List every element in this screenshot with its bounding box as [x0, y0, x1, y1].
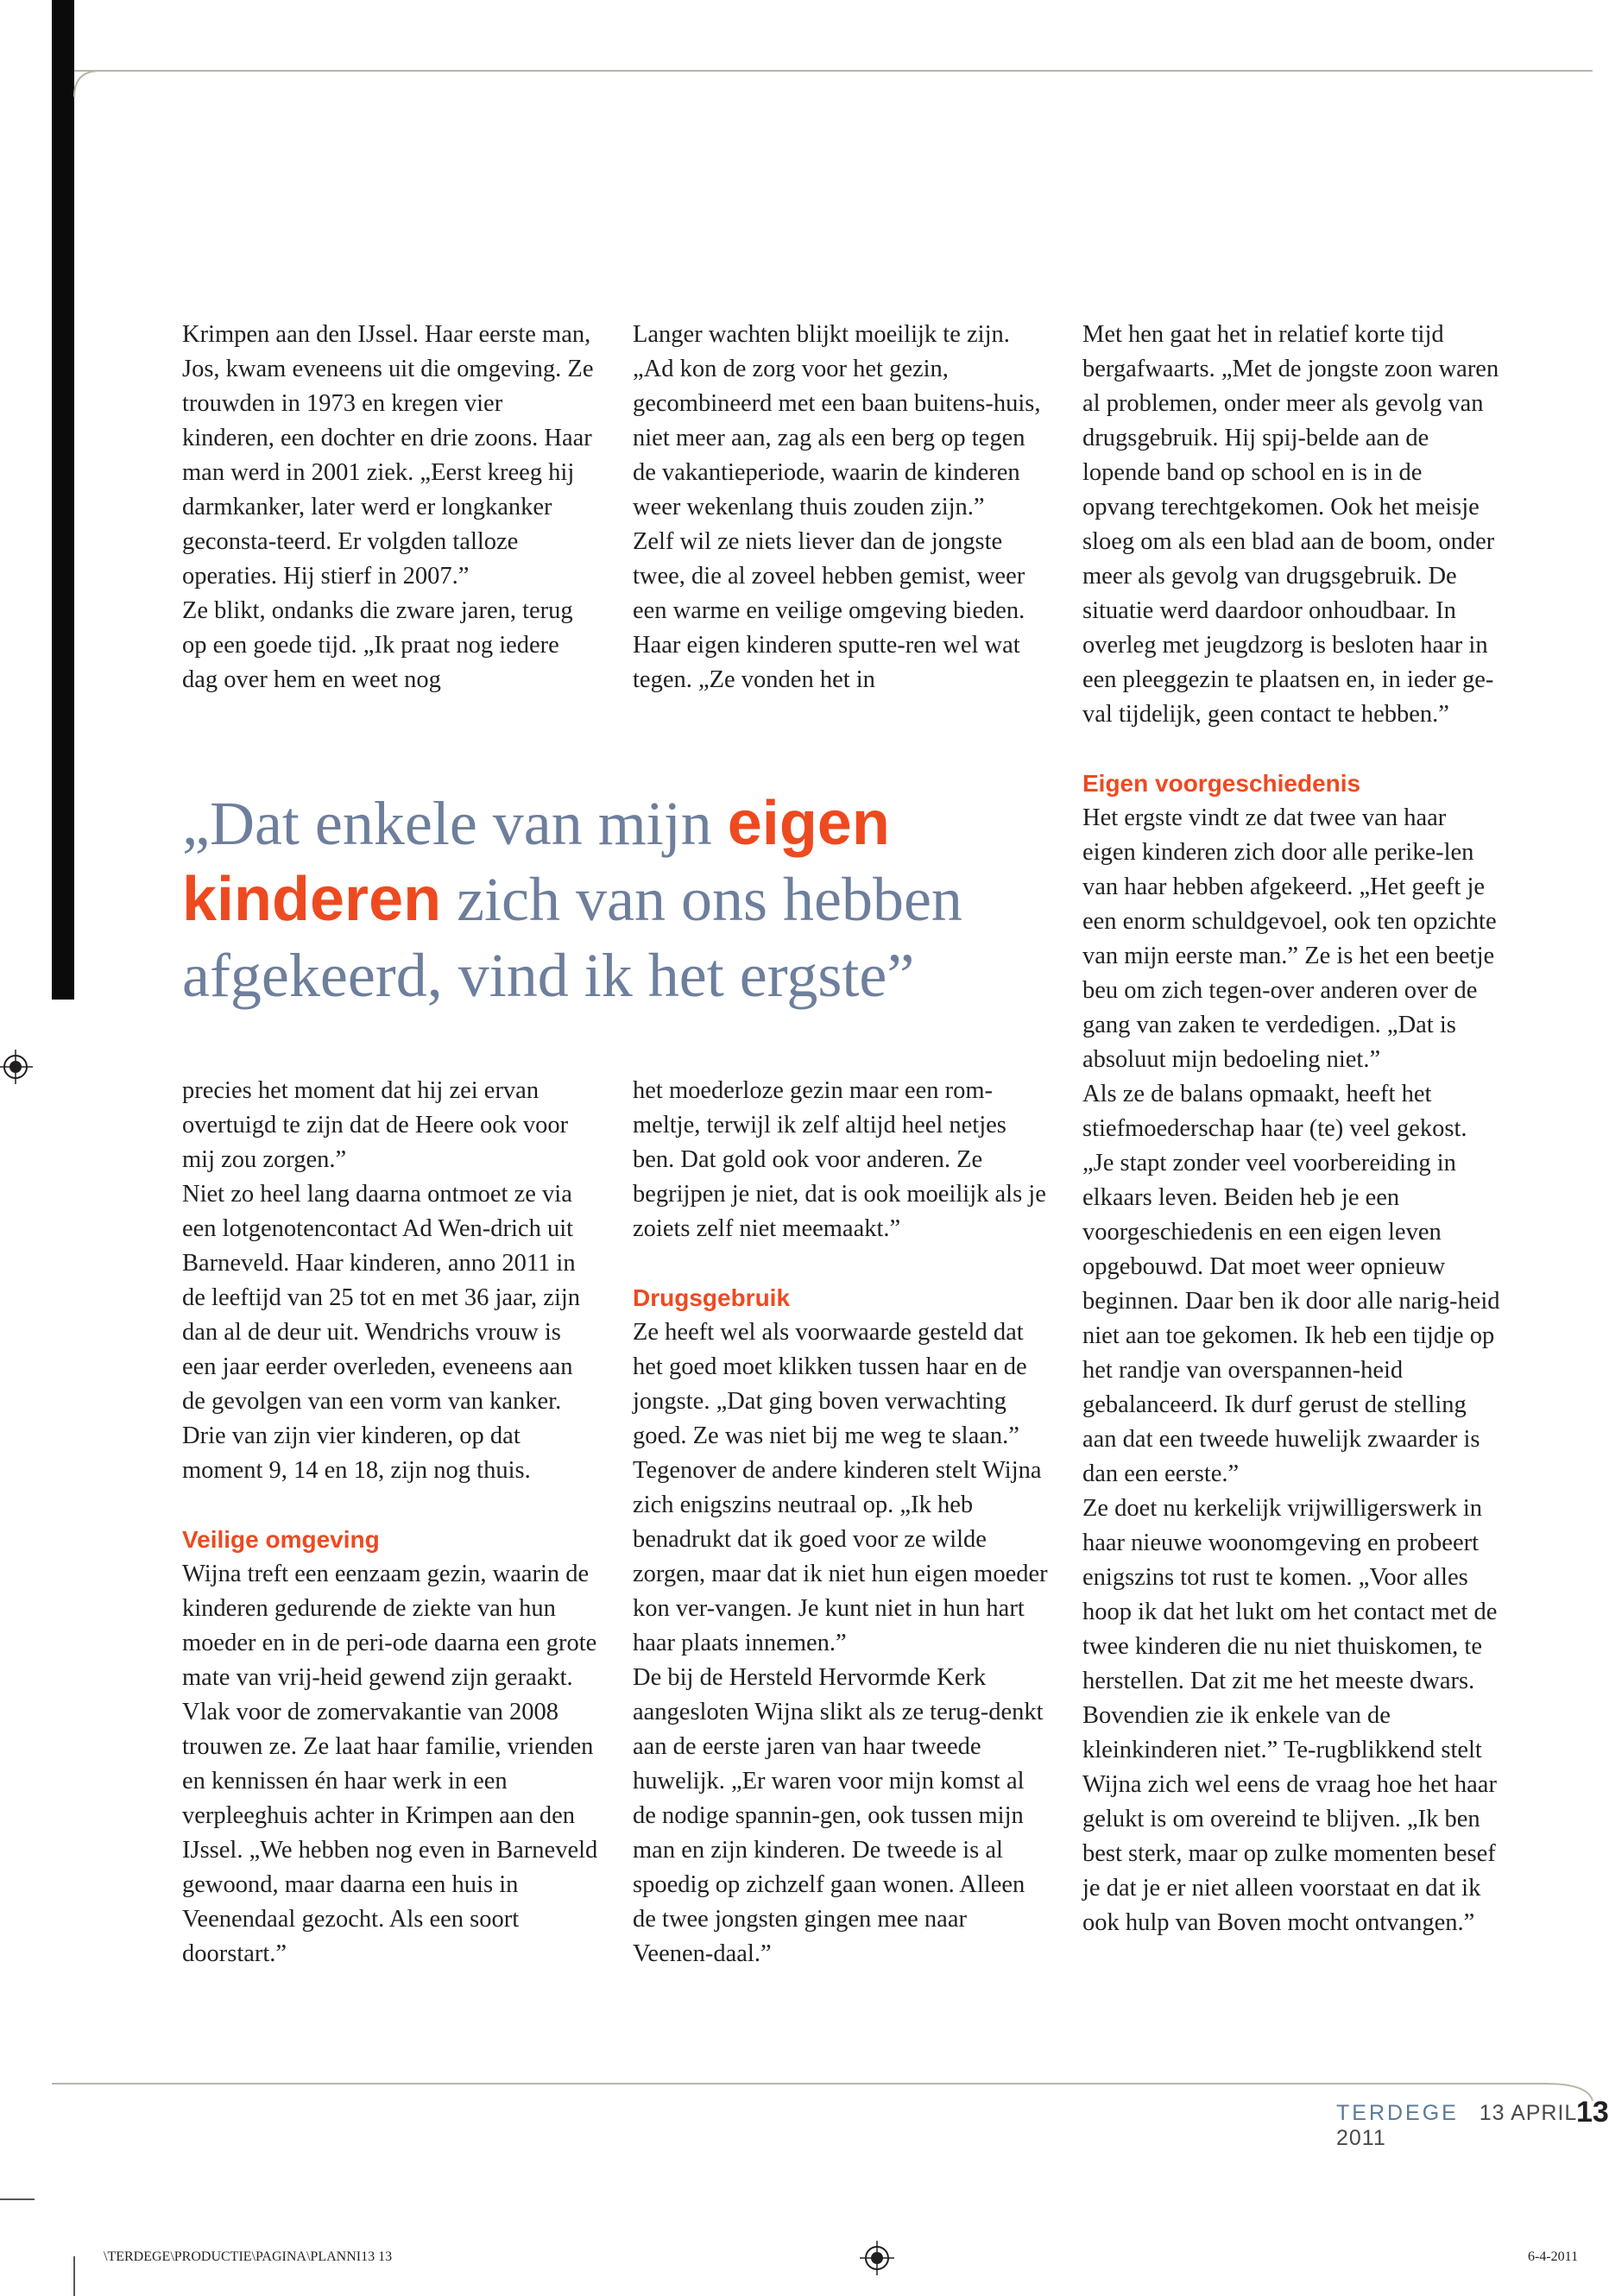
column-1-bottom: [182, 1074, 600, 1971]
quote-part-2: zich van ons hebben afgekeerd, vind ik het ergste”: [182, 865, 962, 1010]
paragraph: Ze heeft wel als voorwaarde gesteld dat het goed moet klikken tussen haar en de jongste. „Dat ging boven verwachting goed. Ze was niet bij me weg te slaan.” Tegenover de andere kinderen stelt Wijna zich enigszins neutraal op. „Ik heb benadrukt dat ik goed voor ze wilde zorgen, maar dat ik niet hun eigen moeder kon ver-vangen. Je kunt niet in hun hart haar plaats innemen.”: [633, 1319, 1048, 1656]
page-number: 13: [1576, 2096, 1609, 2129]
pull-quote: [182, 785, 1063, 1013]
quote-part-1: „Dat enkele van mijn: [182, 789, 728, 858]
print-slug-path: \TERDEGE\PRODUCTIE\PAGINA\PLANNI13 13: [104, 2249, 393, 2264]
column-3: [1082, 318, 1500, 1940]
page-footer: [1336, 2101, 1593, 2151]
paragraph: Ze doet nu kerkelijk vrijwilligerswerk in haar nieuwe woonomgeving en probeert enigszins tot rust te komen. „Voor alles hoop ik dat het lukt om het contact met de twee kinderen die nu niet thuiskomen, te herstellen. Dat zit me het meeste dwars. Bovendien zie ik enkele van de kleinkinderen niet.” Te-rugblikkend stelt Wijna zich wel eens de vraag hoe het haar gelukt is om overeind te blijven. „Ik ben best sterk, maar op zulke momenten besef je dat je er niet alleen voorstaat en dat ik ook hulp van Boven mocht ontvangen.”: [1082, 1495, 1498, 1936]
quote-highlight-1: eigen: [727, 789, 890, 858]
paragraph: Wijna treft een eenzaam gezin, waarin de kinderen gedurende de ziekte van hun moeder en in de peri-ode daarna een grote mate van vrij-heid gewend zijn geraakt. Vlak voor de zomervakantie van 2008 trouwen ze. Ze laat haar familie, vrienden en kennissen én haar werk in een verpleeghuis achter in Krimpen aan den IJssel. „We hebben nog even in Barneveld gewoond, maar daarna een huis in Veenendaal gezocht. Als een soort doorstart.”: [182, 1561, 598, 1967]
quote-highlight-2: kinderen: [182, 865, 442, 934]
registration-mark-left: [0, 1050, 33, 1084]
paragraph: Het ergste vindt ze dat twee van haar eigen kinderen zich door alle perike-len van haar hebben afgekeerd. „Het geeft je een enorm schuldgevoel, ook ten opzichte van mijn eerste man.” Ze is het een beetje beu om zich tegen-over anderen over de gang van zaken te verdedigen. „Dat is absoluut mijn bedoeling niet.”: [1082, 804, 1497, 1073]
magazine-brand: TERDEGE: [1336, 2101, 1459, 2125]
bottom-frame-line: [52, 2084, 1593, 2101]
paragraph: precies het moment dat hij zei ervan overtuigd te zijn dat de Heere ook voor mij zou zorgen.”: [182, 1077, 569, 1173]
column-2-bottom: [633, 1074, 1051, 1971]
registration-mark-bottom: [860, 2241, 894, 2275]
top-frame-corner: [74, 71, 100, 97]
paragraph: Langer wachten blijkt moeilijk te zijn. „Ad kon de zorg voor het gezin, gecombineerd met een baan buitens-huis, niet meer aan, zag als een berg op tegen de vakantieperiode, waarin de kinderen weer wekenlang thuis zouden zijn.”: [633, 321, 1041, 520]
paragraph: Krimpen aan den IJssel. Haar eerste man, Jos, kwam eveneens uit die omgeving. Ze trouwden in 1973 en kregen vier kinderen, een dochter en drie zoons. Haar man werd in 2001 ziek. „Eerst kreeg hij darmkanker, later werd er longkanker geconsta-teerd. Er volgden talloze operaties. Hij stierf in 2007.”: [182, 321, 594, 590]
paragraph: Als ze de balans opmaakt, heeft het stiefmoederschap haar (te) veel gekost. „Je stapt zonder veel voorbereiding in elkaars leven. Beiden heb je een voorgeschiedenis en een eigen leven opgebouwd. Dat moet weer opnieuw beginnen. Daar ben ik door alle narig-heid niet aan toe gekomen. Ik heb een tijdje op het randje van overspannen-heid gebalanceerd. Ik durf gerust de stelling aan dat een tweede huwelijk zwaarder is dan een eerste.”: [1082, 1081, 1500, 1487]
column-1-top: [182, 318, 600, 697]
issue-date: 13 APRIL 2011: [1336, 2101, 1577, 2150]
paragraph: het moederloze gezin maar een rom-meltje, terwijl ik zelf altijd heel netjes ben. Dat gold ook voor anderen. Ze begrijpen je niet, dat is ook moeilijk als je zoiets zelf niet meemaakt.”: [633, 1077, 1046, 1242]
print-slug-date: 6-4-2011: [1528, 2249, 1579, 2264]
column-2-top: [633, 318, 1051, 697]
paragraph: Zelf wil ze niets liever dan de jongste twee, die al zoveel hebben gemist, weer een warme en veilige omgeving bieden. Haar eigen kinderen sputte-ren wel wat tegen. „Ze vonden het in: [633, 528, 1025, 693]
section-heading-eigen-voorgeschiedenis: Eigen voorgeschiedenis: [1082, 770, 1361, 797]
section-heading-veilige-omgeving: Veilige omgeving: [182, 1526, 380, 1553]
paragraph: Met hen gaat het in relatief korte tijd bergafwaarts. „Met de jongste zoon waren al problemen, onder meer als gevolg van drugsgebruik. Hij spij-belde aan de lopende band op school en is in de opvang terechtgekomen. Ook het meisje sloeg om als een blad aan de boom, onder meer als gevolg van drugsgebruik. De situatie werd daardoor onhoudbaar. In overleg met jeugdzorg is besloten haar in een pleeggezin te plaatsen en, in ieder ge-val tijdelijk, geen contact te hebben.”: [1082, 321, 1499, 728]
paragraph: Niet zo heel lang daarna ontmoet ze via een lotgenotencontact Ad Wen-drich uit Barneveld. Haar kinderen, anno 2011 in de leeftijd van 25 tot en met 36 jaar, zijn dan al de deur uit. Wendrichs vrouw is een jaar eerder overleden, eveneens aan de gevolgen van een vorm van kanker. Drie van zijn vier kinderen, op dat moment 9, 14 en 18, zijn nog thuis.: [182, 1181, 581, 1484]
paragraph: De bij de Hersteld Hervormde Kerk aangesloten Wijna slikt als ze terug-denkt aan de eerste jaren van haar tweede huwelijk. „Er waren voor mijn komst al de nodige spannin-gen, ook tussen mijn man en zijn kinderen. De tweede is al spoedig op zichzelf gaan wonen. Alleen de twee jongsten gingen mee naar Veenen-daal.”: [633, 1664, 1044, 1967]
paragraph: Ze blikt, ondanks die zware jaren, terug op een goede tijd. „Ik praat nog iedere dag over hem en weet nog: [182, 597, 573, 693]
section-heading-drugsgebruik: Drugsgebruik: [633, 1284, 791, 1311]
